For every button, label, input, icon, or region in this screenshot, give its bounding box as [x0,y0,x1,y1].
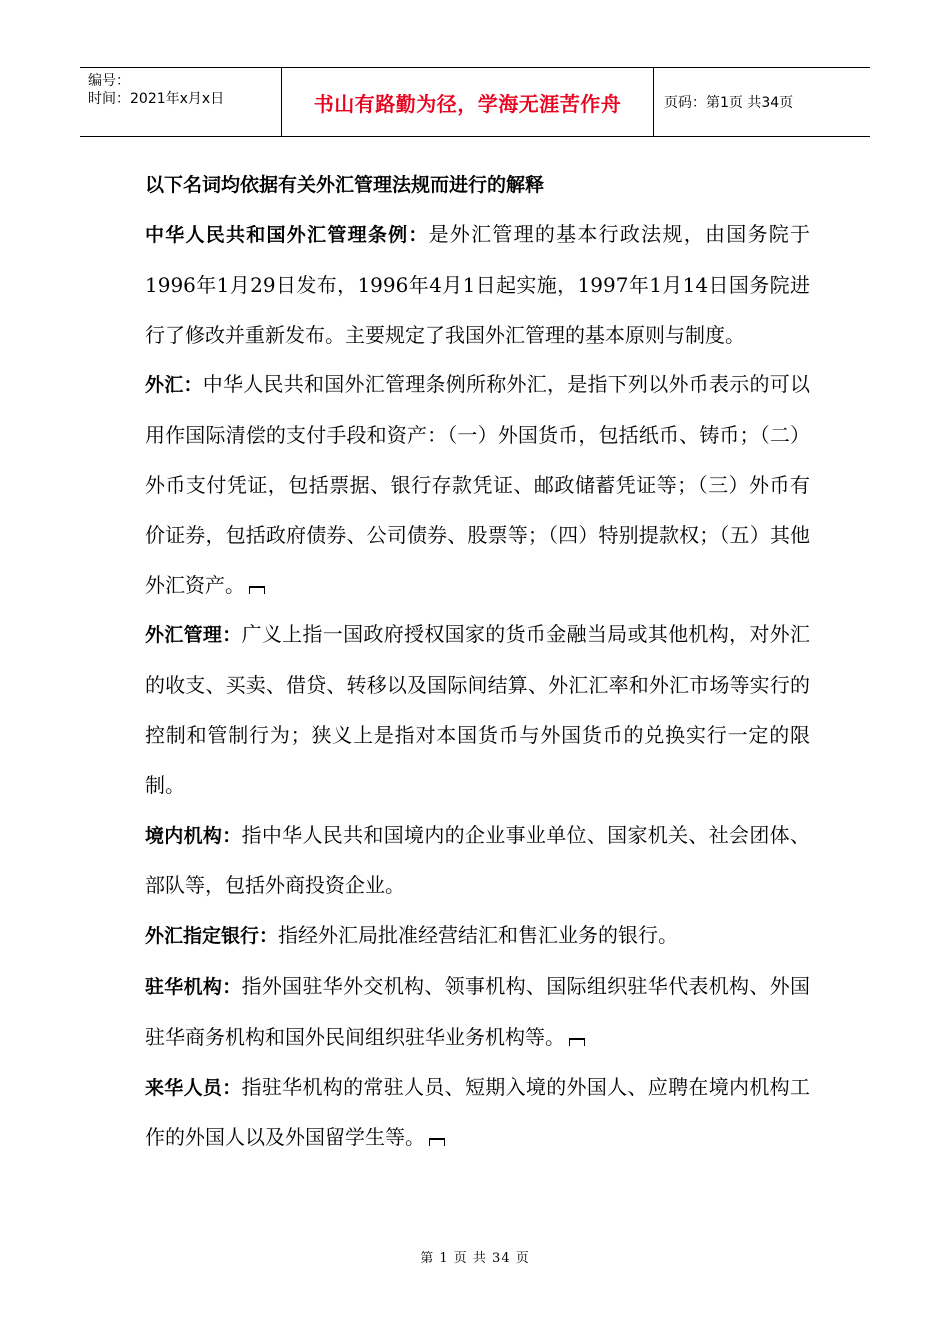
definition-term: 中华人民共和国外汇管理条例： [145,224,429,246]
paragraph-mark-icon [569,1038,585,1046]
page-header [80,67,870,137]
page-footer: 第 1 页 共 34 页 [420,1251,530,1266]
definition-paragraph [145,1063,810,1164]
definition-text: 是外汇管理的基本行政法规，由国务院于1996年1月29日发布，1996年4月1日起实施，1997年1月14日国务院进行了修改并重新发布。主要规定了我国外汇管理的基本原则与制度。 [145,222,810,347]
paragraph-mark-icon [249,586,265,594]
paragraph-mark-icon [429,1138,445,1146]
definition-text: 广义上指一国政府授权国家的货币金融当局或其他机构，对外汇的收支、买卖、借贷、转移以及国际间结算、外汇汇率和外汇市场等实行的控制和管制行为；狭义上是指对本国货币与外国货币的兑换实行一定的限制。 [145,622,810,797]
document-time-label: 时间：2021年x月x日 [88,91,225,107]
header-motto: 书山有路勤为径，学海无涯苦作舟 [282,68,654,136]
document-body [145,160,810,1163]
definition-text: 指中华人民共和国境内的企业事业单位、国家机关、社会团体、部队等，包括外商投资企业。 [145,822,810,898]
definition-term: 境内机构： [145,824,242,847]
header-page-info: 页码：第1页 共34页 [664,95,794,111]
definition-paragraph [145,962,810,1063]
definition-text: 中华人民共和国外汇管理条例所称外汇，是指下列以外币表示的可以用作国际清偿的支付手段和资产：（一）外国货币，包括纸币、铸币；（二）外币支付凭证，包括票据、银行存款凭证、邮政储蓄凭证等；（三）外币有价证券，包括政府债券、公司债券、股票等；（四）特别提款权；（五）其他外汇资产。 [145,372,810,597]
definition-paragraph [145,911,810,962]
definition-paragraph [145,360,810,610]
definition-paragraph [145,210,810,360]
definition-term: 外汇管理： [145,624,242,647]
header-meta [80,68,282,136]
definition-term: 驻华机构： [145,975,242,998]
definition-term: 来华人员： [145,1076,242,1099]
definition-paragraph [145,610,810,810]
definition-paragraph [145,811,810,912]
definition-term: 外汇指定银行： [145,925,279,948]
definition-text: 指外国驻华外交机构、领事机构、国际组织驻华代表机构、外国驻华商务机构和国外民间组织驻华业务机构等。 [145,973,810,1049]
definition-text: 指经外汇局批准经营结汇和售汇业务的银行。 [278,923,679,948]
document-number-label: 编号： [88,73,130,89]
intro-heading: 以下名词均依据有关外汇管理法规而进行的解释 [145,174,545,196]
definition-term: 外汇： [145,374,203,397]
definition-text: 指驻华机构的常驻人员、短期入境的外国人、应聘在境内机构工作的外国人以及外国留学生等。 [145,1074,810,1150]
